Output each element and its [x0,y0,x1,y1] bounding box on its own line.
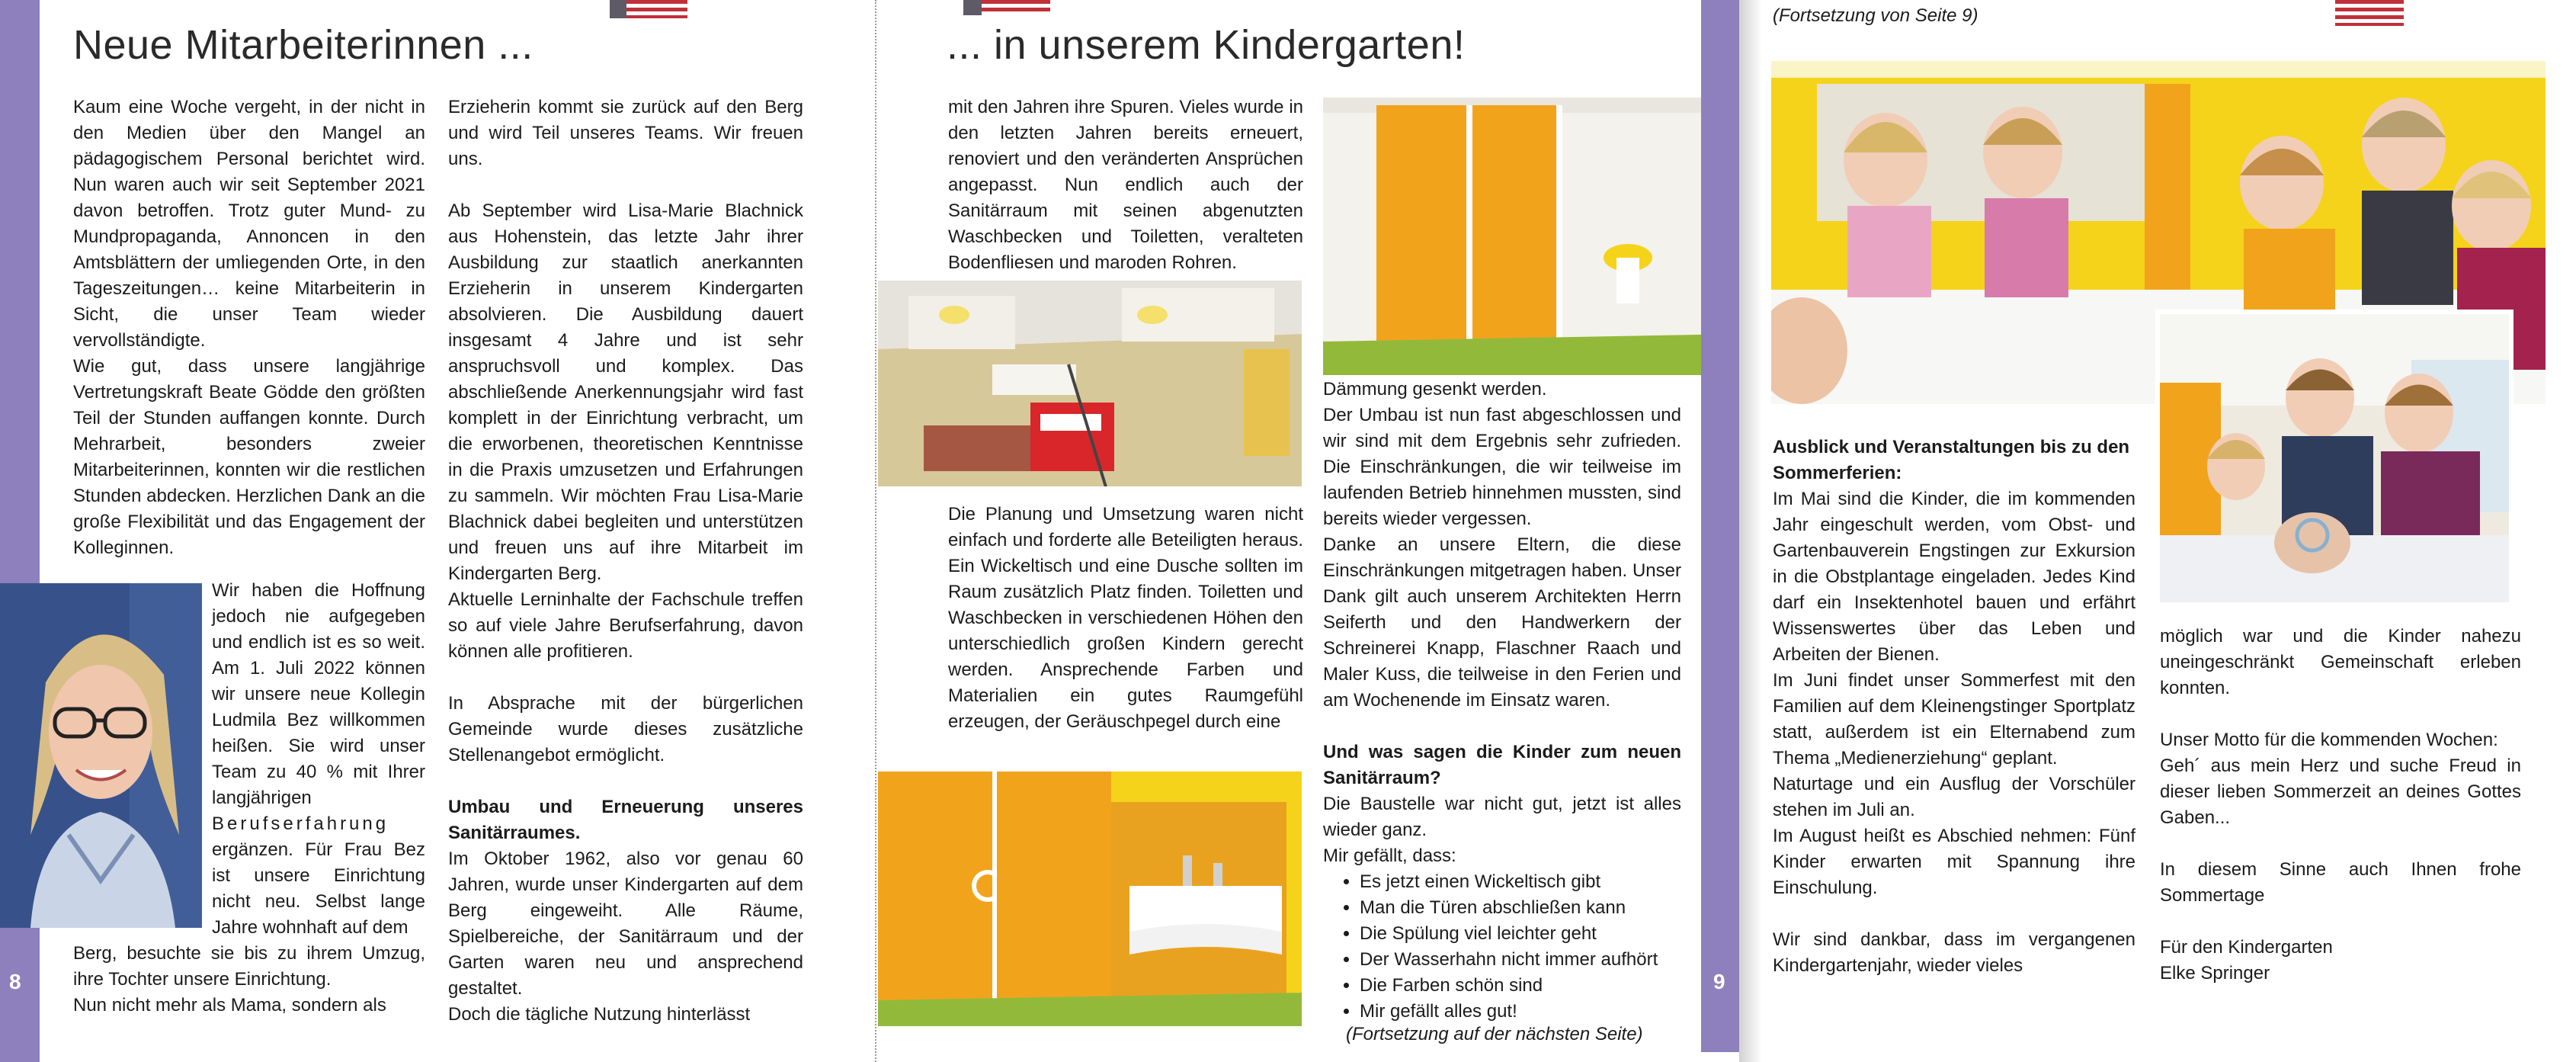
paragraph: Die Planung und Umsetzung waren nicht einfach und forderte alle Beteiligten heraus. Ein Wickeltisch und eine Dusche sollten im Raum zusätzlich Platz finden. Toiletten und Waschbecken in verschiedenen Höhen den unterschiedlich großen Kindern gerecht werden. Ansprechende Farben und Materialien ein gutes Raumgefühl erzeugen, der Geräuschpegel durch eine [948,504,1303,732]
paragraph: Wir sind dankbar, dass im vergangenen Kindergartenjahr, wieder vieles [1773,929,2135,976]
page9-number: 9 [1713,970,1725,993]
portrait-photo-ludmila-bez [0,583,202,928]
paragraph: Der Umbau ist nun fast abgeschlossen und wir sind mit dem Ergebnis sehr zufrieden. Die Einschränkungen, die wir teilweise im laufenden Betrieb hinnehmen mussten, sind bereits wieder vergessen. [1323,405,1681,529]
paragraph: möglich war und die Kinder nahezu uneingeschränkt Gemeinschaft erleben konnten. [2160,626,2521,698]
paragraph: Kaum eine Woche vergeht, in der nicht in den Medien über den Mangel an pädagogischem Personal berichtet wird. Nun waren auch wir seit September 2021 davon betroffen. Trotz guter Mund- zu Mundpropaganda, Annoncen in den Amtsblättern der umliegenden Orte, in den Tageszeitungen… keine Mitarbeiterin in Sicht, die unser Team wieder vervollständigte. [73,97,425,351]
page9-title: ... in unserem Kindergarten! [947,22,1466,68]
list-item: • Die Spülung viel leichter geht [1360,921,1681,947]
list-item: • Man die Türen abschließen kann [1360,895,1681,921]
header-photo-strip [963,0,982,15]
paragraph: Dämmung gesenkt werden. [1323,379,1547,399]
flag-decoration [982,0,1050,15]
text-span: Berufserfahrung [212,813,389,834]
paragraph [2160,727,2521,831]
photo-construction-site [876,279,1303,488]
page8-title: Neue Mitarbeiterinnen ... [73,22,533,68]
section-heading: Umbau und Erneuerung unseres Sanitärraumes. [448,797,803,843]
photo-kids-with-doll [2155,310,2514,607]
photo-new-washroom [876,770,1303,1028]
page8-column-1-bottom [73,941,425,1019]
paragraph [212,578,425,941]
text-span: Geh´ aus mein Herz und suche Freud in dieser lieben Sommerzeit an deines Gottes Gaben... [2160,756,2521,828]
page9-continuation-note: (Fortsetzung auf der nächsten Seite) [1346,1024,1643,1044]
paragraph: Ab September wird Lisa-Marie Blachnick aus Hohenstein, das letzte Jahr ihrer Ausbildung zur staatlich anerkannten Erzieherin in unserem Kindergarten absolvieren. Die Ausbildung dauert insgesamt 4 Jahre und ist sehr anspruchsvoll und komplex. Das abschließende Anerkennungsjahr wird fast komplett in der Einrichtung verbracht, um die erworbenen, theoretischen Kenntnisse in die Praxis umzusetzen und Erfahrungen zu sammeln. Wir möchten Frau Lisa-Marie Blachnick dabei begleiten und unterstützen und freuen uns auf ihre Mitarbeit im Kindergarten Berg. [448,201,803,584]
page9-column-2 [1323,377,1681,1025]
paragraph: Im Oktober 1962, also vor genau 60 Jahren, wurde unser Kindergarten auf dem Berg eingeweiht. Alle Räume, Spielbereiche, der Sanitärraum und der Garten waren neu und ansprechend gestaltet. [448,849,803,999]
text-span: Elke Springer [2160,963,2270,983]
page8-column-1-lower [212,578,425,941]
paragraph: Aktuelle Lerninhalte der Fachschule treffen so auf viele Jahre Berufserfahrung, davon können alle profitieren. [448,589,803,662]
page9-column-1-bottom [948,502,1303,735]
paragraph: In Absprache mit der bürgerlichen Gemeinde wurde dieses zusätzliche Stellenangebot ermöglicht. [448,693,803,765]
paragraph: In diesem Sinne auch Ihnen frohe Sommertage [2160,859,2521,906]
flag-decoration [619,0,687,18]
paragraph [2160,935,2521,987]
section-heading: Ausblick und Veranstaltungen bis zu den Sommerferien: [1773,437,2130,483]
paragraph: mit den Jahren ihre Spuren. Vieles wurde in den letzten Jahren bereits erneuert, renoviert und den veränderten Ansprüchen angepasst. Nun endlich auch der Sanitärraum mit seinen abgenutzten Waschbecken und Toiletten, veralteten Bodenfliesen und maroden Rohren. [948,97,1303,273]
paragraph: Im August heißt es Abschied nehmen: Fünf Kinder erwarten mit Spannung ihre Einschulung. [1773,826,2135,898]
paragraph: Im Juni findet unser Sommerfest mit den Familien auf dem Kleinengstinger Sportplatz statt, außerdem ist ein Elternabend zum Thema „Medienerziehung“ geplant. [1773,670,2135,768]
page10-header-note: (Fortsetzung von Seite 9) [1773,5,1978,26]
page-edge-shadow [1739,0,1762,1062]
list-item: • Es jetzt einen Wickeltisch gibt [1360,869,1681,895]
paragraph: Mir gefällt, dass: [1323,845,1456,866]
kids-quote-list [1323,869,1681,1025]
paragraph: Nun nicht mehr als Mama, sondern als [73,995,386,1015]
paragraph: Berg, besuchte sie bis zu ihrem Umzug, ihre Tochter unsere Einrichtung. [73,943,425,990]
photo-toilet-cabins [1322,96,1738,377]
flag-decoration [2335,0,2404,26]
text-span: Unser Motto für die kommenden Wochen: [2160,730,2498,750]
list-item: • Der Wasserhahn nicht immer aufhört [1360,947,1681,973]
page8-column-2 [448,95,803,1028]
header-photo-strip [610,0,626,18]
paragraph: Im Mai sind die Kinder, die im kommenden Jahr eingeschult werden, vom Obst- und Gartenbauverein Engstingen zur Exkursion in die Obstplantage eingeladen. Jedes Kind darf ein Insektenhotel bauen und erfährt Wissenswertes über das Leben und Arbeiten der Bienen. [1773,489,2135,665]
text-span: ergänzen. Für Frau Bez ist unsere Einrichtung nicht neu. Selbst lange Jahre wohnhaft auf dem [212,839,425,938]
page10-column-2 [2160,624,2521,987]
list-item: • Mir gefällt alles gut! [1360,999,1681,1025]
text-span: Wir haben die Hoffnung jedoch nie aufgegeben und endlich ist es so weit. Am 1. Juli 2022 können wir unsere neue Kollegin Ludmila Bez willkommen heißen. Sie wird unser Team zu 40 % mit Ihrer langjährigen [212,580,425,808]
section-heading: Und was sagen die Kinder zum neuen Sanitärraum? [1323,742,1681,788]
text-span: Für den Kindergarten [2160,937,2333,958]
page8-number: 8 [9,970,21,993]
paragraph: Naturtage und ein Ausflug der Vorschüler stehen im Juli an. [1773,774,2135,820]
list-item: • Die Farben schön sind [1360,973,1681,999]
paragraph: Wie gut, dass unsere langjährige Vertretungskraft Beate Gödde den größten Teil der Stunden auffangen konnte. Durch Mehrarbeit, besonders zweier Mitarbeiterinnen, konnten wir die restlichen Stunden abdecken. Herzlichen Dank an die große Flexibilität und das Engagement der Kolleginnen. [73,356,425,558]
paragraph: Doch die tägliche Nutzung hinterlässt [448,1004,751,1025]
paragraph: Die Baustelle war nicht gut, jetzt ist alles wieder ganz. [1323,794,1681,840]
page9-column-1-top [948,95,1303,276]
page8-column-1 [73,95,425,561]
paragraph: Erzieherin kommt sie zurück auf den Berg und wird Teil unseres Teams. Wir freuen uns. [448,97,803,169]
page10-column-1 [1773,435,2135,979]
paragraph: Danke an unsere Eltern, die diese Einschränkungen mitgetragen haben. Unser Dank gilt auch unserem Architekten Herrn Seiferth und den Handwerkern der Schreinerei Knapp, Flaschner Raach und Maler Kuss, die teilweise in den Ferien und am Wochenende im Einsatz waren. [1323,534,1681,711]
page9-sidebar [1701,0,1739,1052]
